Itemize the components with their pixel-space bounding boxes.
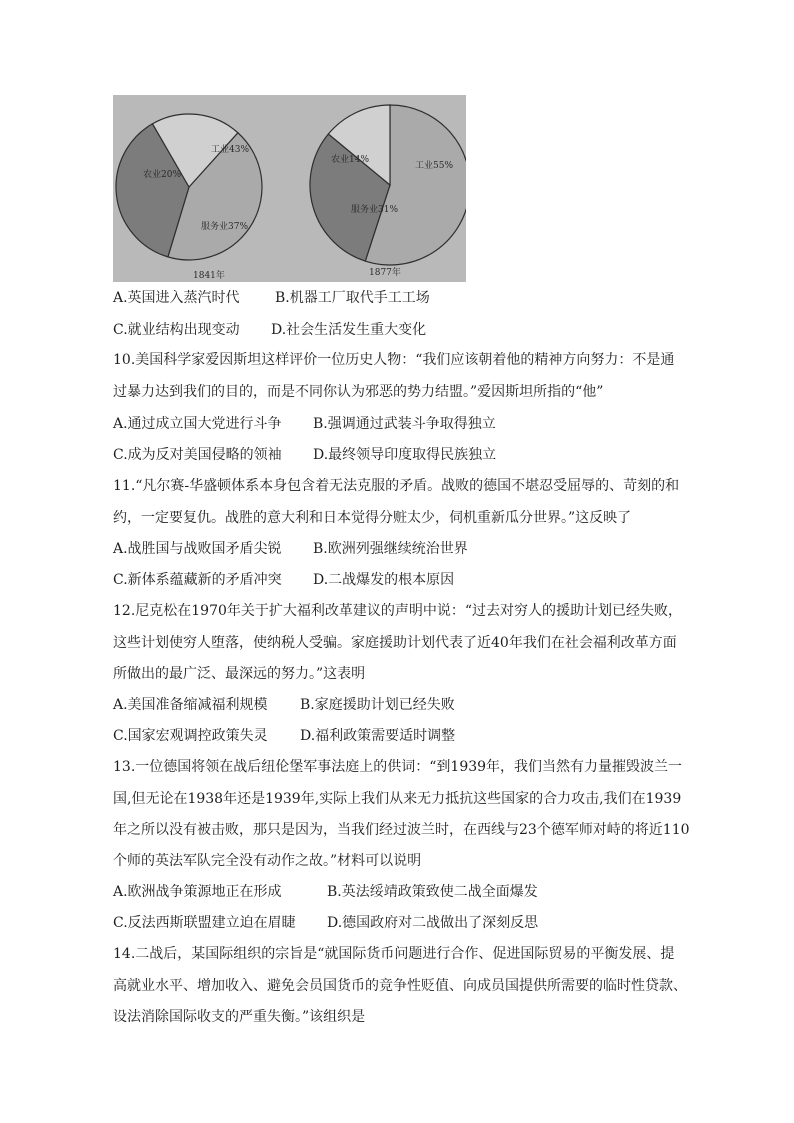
q9-option-d[interactable]: D.社会生活发生重大变化 xyxy=(271,322,427,338)
q10-option-b[interactable]: B.强调通过武装斗争取得独立 xyxy=(313,416,496,432)
q10-option-a[interactable]: A.通过成立国大党进行斗争 xyxy=(113,416,282,432)
q13-option-c[interactable]: C.反法西斯联盟建立迫在眉睫 xyxy=(113,915,296,931)
q10-option-d[interactable]: D.最终领导印度取得民族独立 xyxy=(313,447,497,463)
q12-option-d[interactable]: D.福利政策需要适时调整 xyxy=(300,728,456,744)
q11-option-d[interactable]: D.二战爆发的根本原因 xyxy=(313,572,455,588)
pie-charts-svg xyxy=(113,95,466,282)
q11-option-c[interactable]: C.新体系蕴藏新的矛盾冲突 xyxy=(113,572,282,588)
q13-options-row-1 xyxy=(113,880,538,904)
q12-option-a[interactable]: A.美国准备缩减福利规模 xyxy=(113,697,268,713)
q13-stem-line-2: 国,但无论在1938年还是1939年,实际上我们从来无力抵抗这些国家的合力攻击,我们在1939 xyxy=(113,791,682,807)
q12-stem-line-3: 所做出的最广泛、最深远的努力。”这表明 xyxy=(113,666,366,682)
pie-2-slice-3-label: 农业14% xyxy=(331,155,370,165)
q14-stem-line-3: 设法消除国际收支的严重失衡。”该组织是 xyxy=(113,1009,366,1025)
q10-options-row-1 xyxy=(113,412,496,436)
q11-options-row-1 xyxy=(113,537,468,561)
q9-options-row-1 xyxy=(113,286,430,310)
q12-stem-line-2: 这些计划使穷人堕落，使纳税人受骗。家庭援助计划代表了近40年我们在社会福利改革方面 xyxy=(113,635,677,651)
q12-options-row-2 xyxy=(113,724,455,748)
employment-pie-charts-figure xyxy=(113,95,466,282)
q11-option-b[interactable]: B.欧洲列强继续统治世界 xyxy=(313,541,468,557)
q9-option-c[interactable]: C.就业结构出现变动 xyxy=(113,322,240,338)
q14-stem-line-2: 高就业水平、增加收入、避免会员国货币的竞争性贬值、向成员国提供所需要的临时性贷款、 xyxy=(113,978,687,994)
q10-options-row-2 xyxy=(113,443,496,467)
q13-options-row-2 xyxy=(113,911,538,935)
q9-option-b[interactable]: B.机器工厂取代手工工场 xyxy=(275,290,430,306)
q12-stem-line-1: 12.尼克松在1970年关于扩大福利改革建议的声明中说：“过去对穷人的援助计划已经失败， xyxy=(113,603,683,619)
q11-options-row-2 xyxy=(113,568,454,592)
q11-stem-line-2: 约，一定要复仇。战胜的意大利和日本觉得分赃太少，伺机重新瓜分世界。”这反映了 xyxy=(113,510,632,526)
q13-stem-line-3: 年之所以没有被击败，那只是因为，当我们经过波兰时，在西线与23个德军师对峙的将近110 xyxy=(113,822,690,838)
q13-option-a[interactable]: A.欧洲战争策源地正在形成 xyxy=(113,884,282,900)
pie-1-year-label: 1841年 xyxy=(193,271,225,281)
q9-options-row-2 xyxy=(113,318,426,342)
q10-stem-line-1: 10.美国科学家爱因斯坦这样评价一位历史人物：“我们应该朝着他的精神方向努力：不是通 xyxy=(113,352,675,368)
q10-stem-line-2: 过暴力达到我们的目的，而是不同你认为邪恶的势力结盟。”爱因斯坦所指的“他” xyxy=(113,384,604,400)
pie-1-slice-2-label: 服务业37% xyxy=(201,222,249,232)
q10-option-c[interactable]: C.成为反对美国侵略的领袖 xyxy=(113,447,282,463)
pie-2-year-label: 1877年 xyxy=(369,268,401,278)
q13-stem-line-4: 个师的英法军队完全没有动作之故。”材料可以说明 xyxy=(113,853,422,869)
q13-stem-line-1: 13.一位德国将领在战后纽伦堡军事法庭上的供词：“到1939年，我们当然有力量摧毁波兰一 xyxy=(113,759,683,775)
pie-2-slice-1-label: 工业55% xyxy=(415,161,454,171)
q11-option-a[interactable]: A.战胜国与战败国矛盾尖锐 xyxy=(113,541,282,557)
pie-2-slice-2-label: 服务业31% xyxy=(351,205,399,215)
pie-1-slice-3-label: 农业20% xyxy=(143,170,182,180)
q9-option-a[interactable]: A.英国进入蒸汽时代 xyxy=(113,290,240,306)
q12-options-row-1 xyxy=(113,693,455,717)
q13-option-b[interactable]: B.英法绥靖政策致使二战全面爆发 xyxy=(327,884,538,900)
pie-1-slice-1-label: 工业43% xyxy=(211,145,250,155)
q14-stem-line-1: 14.二战后，某国际组织的宗旨是“就国际货币问题进行合作、促进国际贸易的平衡发展、提 xyxy=(113,946,675,962)
q11-stem-line-1: 11.“凡尔赛-华盛顿体系本身包含着无法克服的矛盾。战败的德国不堪忍受屈辱的、苛刻的和 xyxy=(113,478,680,494)
q12-option-b[interactable]: B.家庭援助计划已经失败 xyxy=(300,697,455,713)
q13-option-d[interactable]: D.德国政府对二战做出了深刻反思 xyxy=(327,915,539,931)
q12-option-c[interactable]: C.国家宏观调控政策失灵 xyxy=(113,728,268,744)
